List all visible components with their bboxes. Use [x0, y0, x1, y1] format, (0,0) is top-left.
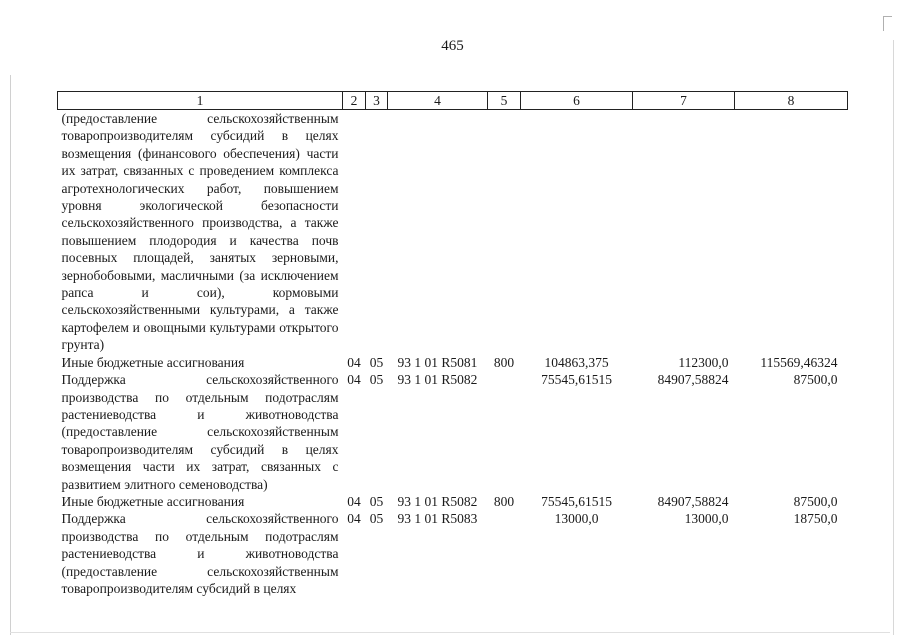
row-amount-6: 13000,0	[554, 511, 599, 527]
row-subsection: 05	[369, 372, 384, 388]
budget-table	[57, 91, 848, 597]
row-amount-6: 75545,61515	[541, 372, 612, 388]
row-section: 04	[347, 493, 361, 509]
table-row	[58, 493, 848, 510]
header-col-7: 7	[633, 92, 735, 110]
row-description: Поддержка сельскохозяйственного производства по отдельным подотраслям растениеводства и животноводства (предоставление сельскохозяйственным товаропроизводителям субсидий в целях возмещения части их затрат, связанных с развитием элитного семеноводства)	[61, 372, 339, 492]
row-target-article: 93 1 01 R5083	[397, 511, 478, 527]
row-amount-6: 104863,375	[544, 354, 609, 370]
scan-corner-mark	[883, 16, 892, 31]
row-expense-type	[488, 110, 521, 354]
row-target-article: 93 1 01 R5082	[397, 372, 478, 388]
row-amount-8: 115569,46324	[760, 354, 838, 370]
row-description: Иные бюджетные ассигнования	[61, 493, 245, 509]
row-subsection	[366, 110, 388, 354]
row-description: Поддержка сельскохозяйственного производства по отдельным подотраслям растениеводства и животноводства (предоставление сельскохозяйственным товаропроизводителям субсидий в целях	[61, 511, 339, 596]
row-amount-6	[521, 110, 633, 354]
table-row	[58, 510, 848, 597]
row-amount-8: 87500,0	[793, 493, 838, 509]
row-target-article	[388, 110, 488, 354]
row-subsection: 05	[369, 354, 384, 370]
row-target-article: 93 1 01 R5081	[397, 354, 478, 370]
row-amount-7: 84907,58824	[657, 372, 729, 388]
table-row	[58, 110, 848, 354]
row-expense-type: 800	[493, 493, 515, 509]
row-amount-6: 75545,61515	[541, 493, 612, 509]
row-amount-8	[735, 110, 848, 354]
header-col-3: 3	[366, 92, 388, 110]
row-section: 04	[347, 354, 361, 370]
scan-left-edge	[10, 75, 11, 635]
row-subsection: 05	[369, 511, 384, 527]
header-col-8: 8	[735, 92, 848, 110]
row-target-article: 93 1 01 R5082	[397, 493, 478, 509]
row-description: (предоставление сельскохозяйственным товаропроизводителям субсидий в целях возмещения (финансового обеспечения) части их затрат, связанных с проведением комплекса агротехнологических работ, повышением уровня экологической безопасности сельскохозяйственного производства, а также повышением плодородия и качества почв посевных площадей, занятых зерновыми, зернобобовыми, масличными (за исключением рапса и сои), кормовыми сельскохозяйственными культурами, а также картофелем и овощными культурами открытого грунта)	[61, 111, 339, 353]
header-col-2: 2	[343, 92, 366, 110]
page-number: 465	[441, 38, 464, 54]
row-subsection: 05	[369, 493, 384, 509]
row-section: 04	[347, 372, 361, 388]
row-amount-7: 84907,58824	[657, 493, 729, 509]
table-row	[58, 354, 848, 371]
row-section: 04	[347, 511, 361, 527]
header-col-5: 5	[488, 92, 521, 110]
table-header-row	[58, 92, 848, 110]
header-col-6: 6	[521, 92, 633, 110]
row-expense-type	[488, 510, 521, 597]
row-amount-8: 18750,0	[793, 511, 838, 527]
header-col-4: 4	[388, 92, 488, 110]
row-amount-7	[633, 110, 735, 354]
scan-bottom-edge	[10, 632, 890, 633]
row-amount-7: 13000,0	[684, 511, 729, 527]
table-row	[58, 371, 848, 493]
row-amount-7: 112300,0	[678, 354, 729, 370]
header-col-1: 1	[58, 92, 343, 110]
row-description: Иные бюджетные ассигнования	[61, 354, 245, 370]
row-expense-type: 800	[493, 354, 515, 370]
row-section	[343, 110, 366, 354]
row-expense-type	[488, 371, 521, 493]
row-amount-8: 87500,0	[793, 372, 838, 388]
scan-right-edge	[893, 40, 894, 635]
